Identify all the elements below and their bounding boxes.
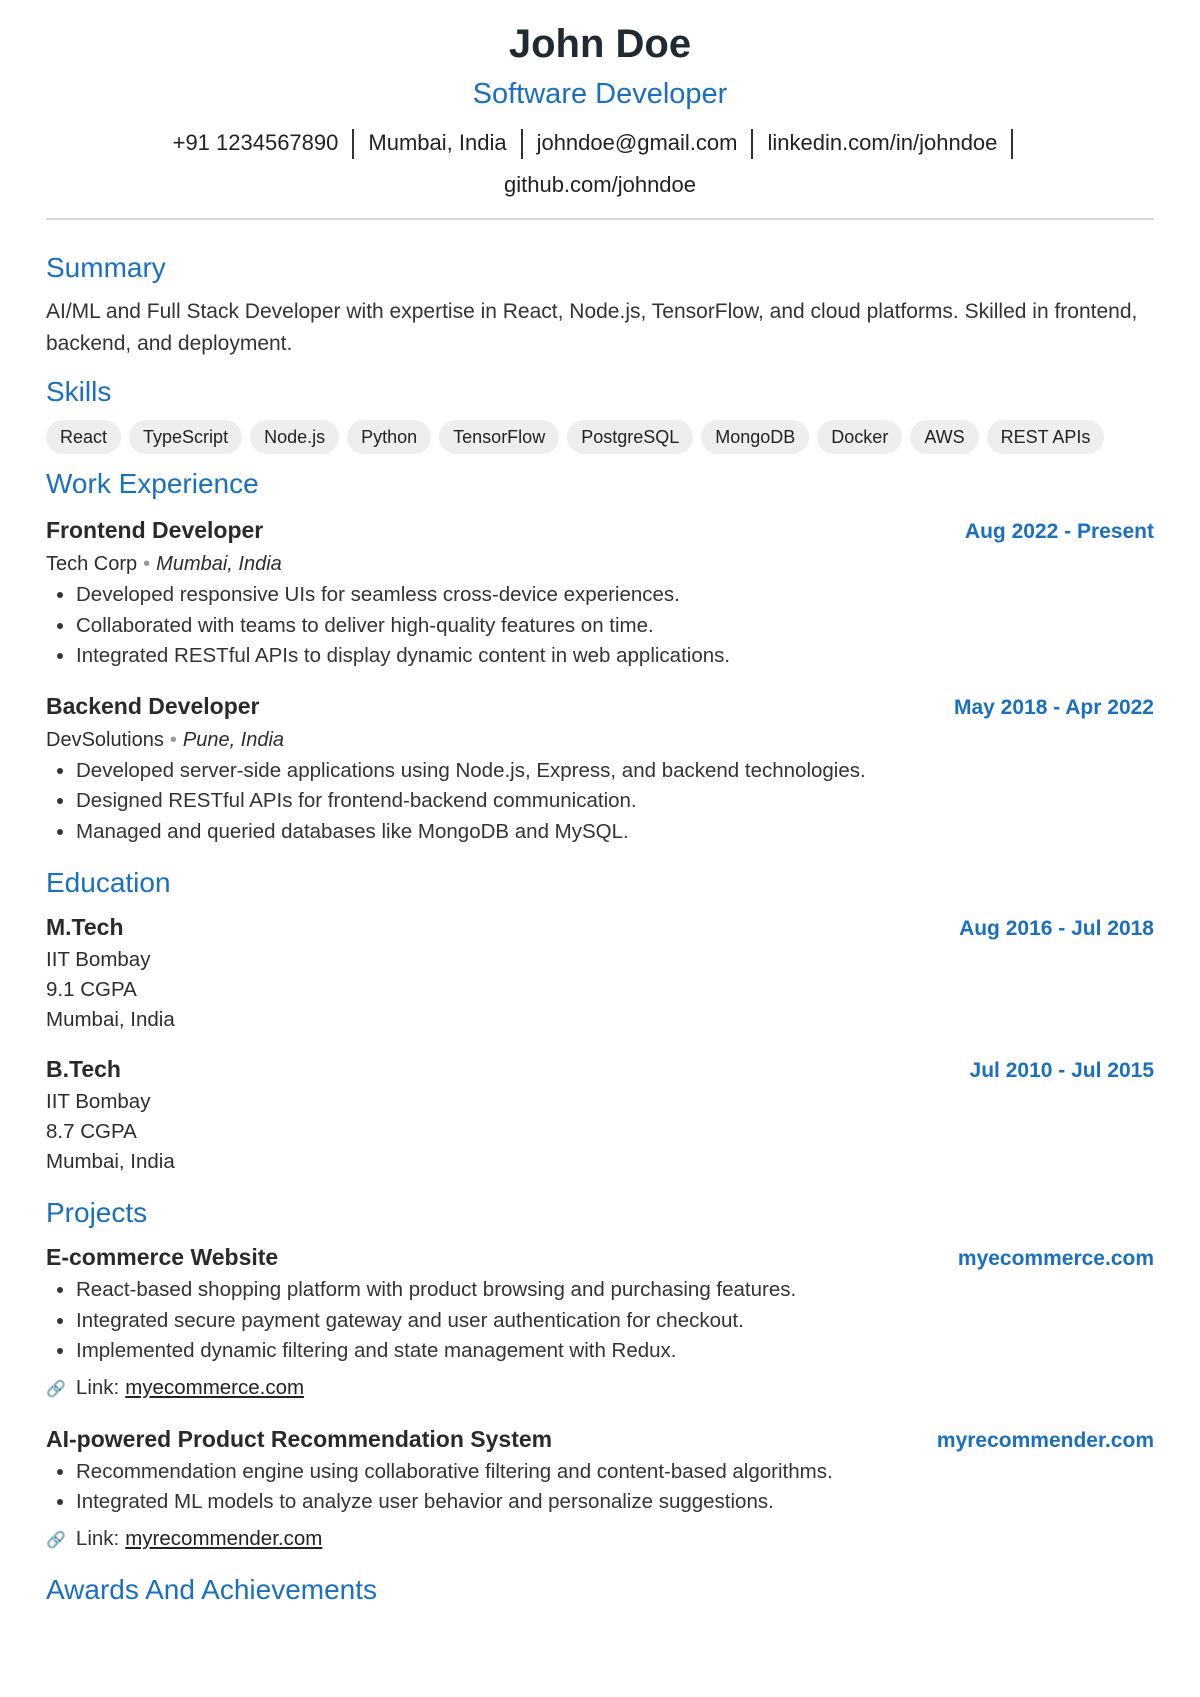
candidate-role: Software Developer	[472, 78, 728, 110]
degree-title: B.Tech	[46, 1056, 121, 1082]
awards-heading: Awards And Achievements	[46, 1573, 378, 1605]
job-bullets	[46, 756, 1154, 848]
education-location: Mumbai, India	[46, 1150, 175, 1173]
education-location: Mumbai, India	[46, 1008, 175, 1031]
contact-separator	[352, 129, 354, 159]
summary-text: AI/ML and Full Stack Developer with expertise in React, Node.js, TensorFlow, and cloud platforms. Skilled in frontend, backend, and deployment.	[46, 300, 1138, 355]
link-label: Link:	[75, 1375, 120, 1399]
contact-info	[120, 122, 1080, 206]
list-item: • Managed and queried databases like MongoDB and MySQL.	[76, 817, 1154, 848]
education-heading: Education	[46, 867, 171, 898]
project-name: E-commerce Website	[46, 1244, 279, 1270]
awards-section	[46, 1572, 1154, 1608]
experience-heading: Work Experience	[46, 468, 259, 499]
contact-separator	[1011, 129, 1013, 159]
project-entry	[46, 1423, 1154, 1558]
project-bullets	[46, 1457, 1154, 1518]
bullet-dot-icon: •	[143, 553, 151, 575]
skill-chip: Docker	[817, 420, 902, 454]
education-grade: 8.7 CGPA	[46, 1120, 137, 1143]
job-bullets	[46, 580, 1154, 672]
job-dates: May 2018 - Apr 2022	[953, 695, 1154, 719]
skill-chip: React	[46, 420, 121, 454]
list-item: • React-based shopping platform with product browsing and purchasing features.	[76, 1275, 1154, 1306]
project-url-header[interactable]: myrecommender.com	[936, 1428, 1154, 1452]
contact-separator	[751, 129, 753, 159]
list-item: • Recommendation engine using collaborative filtering and content-based algorithms.	[76, 1457, 1154, 1488]
job-title: Frontend Developer	[46, 517, 264, 543]
projects-section	[46, 1195, 1154, 1558]
candidate-name: John Doe	[508, 22, 692, 66]
header-divider	[46, 218, 1154, 220]
list-item: • Designed RESTful APIs for frontend-backend communication.	[76, 786, 1154, 817]
projects-heading: Projects	[46, 1197, 148, 1228]
education-dates: Aug 2016 - Jul 2018	[959, 917, 1154, 940]
job-company: Tech Corp	[46, 553, 138, 575]
skill-chip: REST APIs	[987, 420, 1105, 454]
skill-chip: TypeScript	[129, 420, 242, 454]
skill-chip: AWS	[910, 420, 978, 454]
contact-location: Mumbai, India	[368, 130, 507, 155]
project-link[interactable]: myrecommender.com	[125, 1526, 323, 1550]
list-item: • Implemented dynamic filtering and state management with Redux.	[76, 1336, 1154, 1367]
experience-section	[46, 466, 1154, 847]
skills-section	[46, 374, 1154, 460]
list-item: • Collaborated with teams to deliver high-quality features on time.	[76, 611, 1154, 642]
project-name: AI-powered Product Recommendation System	[46, 1425, 553, 1452]
education-school: IIT Bombay	[46, 948, 151, 971]
job-location: Mumbai, India	[156, 553, 282, 575]
education-entry	[46, 1053, 1154, 1177]
experience-entry	[46, 690, 1154, 848]
education-dates: Jul 2010 - Jul 2015	[969, 1059, 1154, 1082]
link-icon: 🔗	[46, 1380, 66, 1398]
summary-heading: Summary	[46, 252, 166, 283]
contact-separator	[521, 129, 523, 159]
job-title: Backend Developer	[46, 692, 260, 719]
job-dates: Aug 2022 - Present	[964, 520, 1154, 543]
list-item: • Integrated RESTful APIs to display dynamic content in web applications.	[76, 641, 1154, 672]
education-school: IIT Bombay	[46, 1090, 151, 1113]
project-bullets	[46, 1275, 1154, 1367]
bullet-dot-icon: •	[169, 728, 177, 751]
contact-github[interactable]: github.com/johndoe	[503, 172, 697, 197]
skill-chip: Python	[347, 420, 431, 454]
list-item: • Developed responsive UIs for seamless cross-device experiences.	[76, 580, 1154, 611]
job-company-line	[46, 724, 1154, 756]
project-link-row	[46, 1371, 1154, 1407]
skills-heading: Skills	[46, 376, 112, 407]
list-item: • Integrated ML models to analyze user behavior and personalize suggestions.	[76, 1487, 1154, 1518]
skill-chip: PostgreSQL	[567, 420, 693, 454]
contact-email[interactable]: johndoe@gmail.com	[536, 130, 738, 155]
job-company: DevSolutions	[46, 728, 164, 751]
summary-section	[46, 250, 1154, 360]
education-section	[46, 865, 1154, 1177]
project-link-row	[46, 1522, 1154, 1558]
skill-chip: MongoDB	[701, 420, 809, 454]
skills-list	[46, 420, 1154, 460]
job-company-line	[46, 548, 1154, 580]
contact-linkedin[interactable]: linkedin.com/in/johndoe	[767, 130, 998, 155]
skill-chip: TensorFlow	[439, 420, 559, 454]
education-grade: 9.1 CGPA	[46, 978, 137, 1001]
contact-phone: +91 1234567890	[172, 130, 339, 155]
project-url-header[interactable]: myecommerce.com	[957, 1247, 1154, 1270]
experience-entry	[46, 514, 1154, 672]
degree-title: M.Tech	[46, 914, 124, 940]
education-entry	[46, 911, 1154, 1035]
link-label: Link:	[75, 1526, 120, 1550]
list-item: • Developed server-side applications using Node.js, Express, and backend technologies.	[76, 756, 1154, 787]
skill-chip: Node.js	[250, 420, 339, 454]
project-entry	[46, 1241, 1154, 1407]
resume-header	[46, 0, 1154, 206]
job-location: Pune, India	[182, 728, 285, 751]
list-item: • Integrated secure payment gateway and user authentication for checkout.	[76, 1306, 1154, 1337]
project-link[interactable]: myecommerce.com	[125, 1375, 305, 1399]
link-icon: 🔗	[46, 1531, 66, 1549]
